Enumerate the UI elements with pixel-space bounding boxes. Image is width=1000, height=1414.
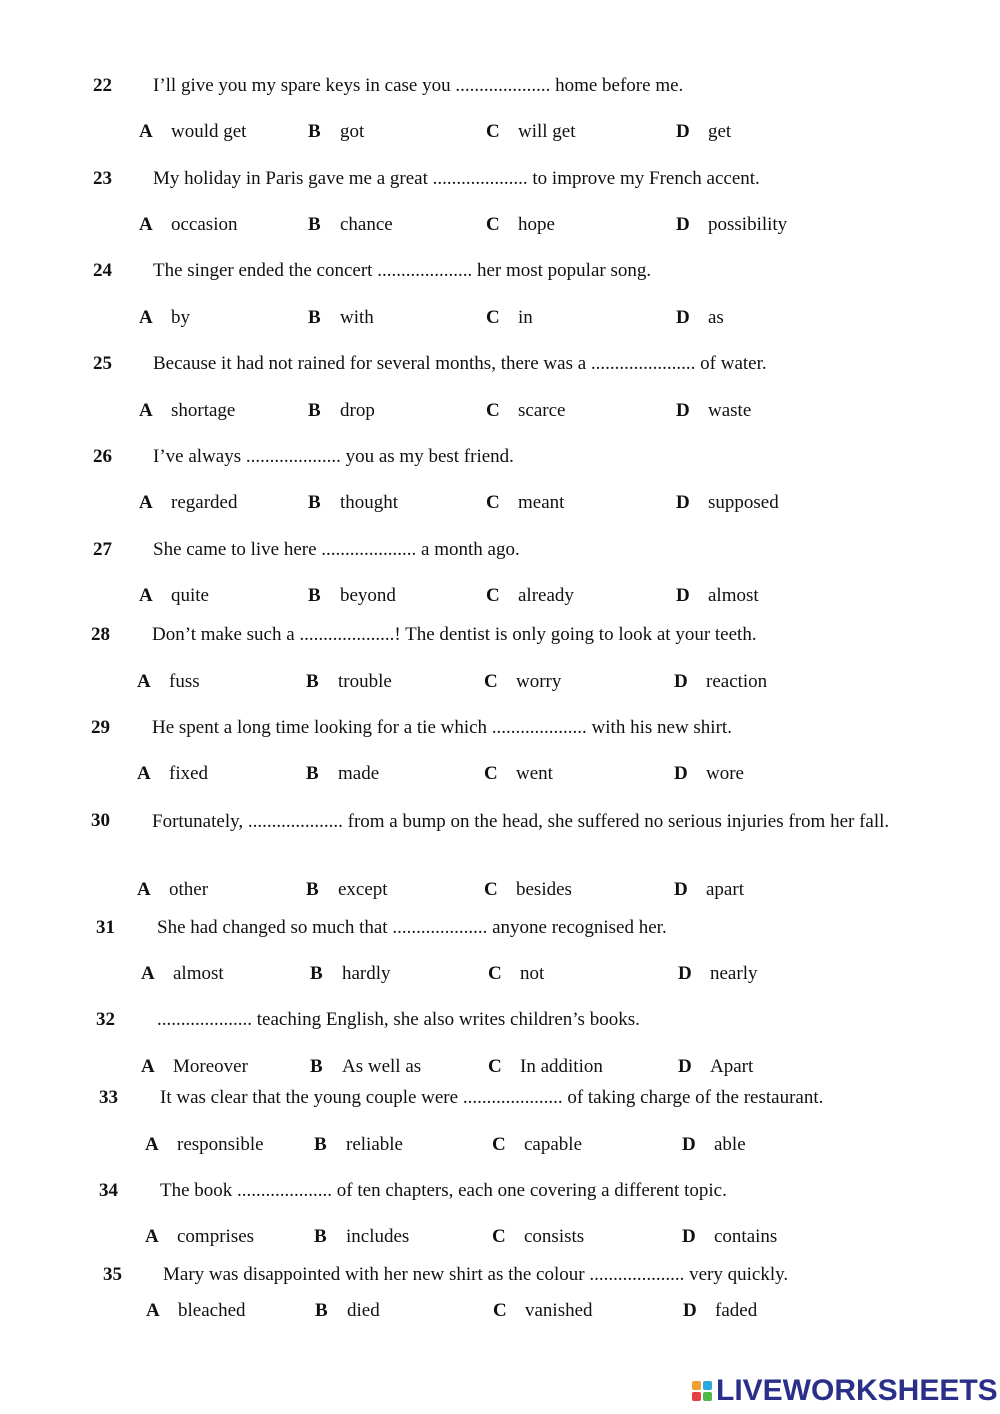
option-word: thought bbox=[340, 492, 399, 513]
option-word: will get bbox=[518, 121, 576, 142]
option-letter: B bbox=[308, 585, 321, 606]
option-word: get bbox=[708, 121, 732, 142]
option-letter: B bbox=[310, 963, 323, 984]
option-d[interactable] bbox=[678, 963, 757, 985]
question-number: 29 bbox=[91, 717, 110, 738]
option-word: In addition bbox=[520, 1056, 603, 1077]
logo-blocks-icon bbox=[692, 1381, 712, 1401]
option-letter: C bbox=[484, 763, 498, 784]
question-number: 25 bbox=[93, 353, 112, 374]
option-letter: B bbox=[306, 671, 319, 692]
option-letter: C bbox=[492, 1134, 506, 1155]
option-word: as bbox=[708, 307, 724, 328]
option-d[interactable] bbox=[674, 763, 744, 785]
option-letter: A bbox=[137, 763, 151, 784]
option-d[interactable] bbox=[678, 1056, 753, 1078]
option-letter: D bbox=[676, 585, 690, 606]
option-a[interactable] bbox=[139, 585, 209, 607]
option-word: besides bbox=[516, 879, 572, 900]
option-b[interactable] bbox=[306, 879, 388, 901]
option-word: not bbox=[520, 963, 545, 984]
option-letter: D bbox=[676, 214, 690, 235]
logo-block bbox=[692, 1381, 701, 1390]
question-number: 23 bbox=[93, 168, 112, 189]
option-word: went bbox=[516, 763, 553, 784]
option-letter: B bbox=[308, 307, 321, 328]
logo-block bbox=[703, 1381, 712, 1390]
option-letter: D bbox=[678, 963, 692, 984]
option-a[interactable] bbox=[139, 214, 237, 236]
question-text: She came to live here .................... a month ago. bbox=[153, 539, 520, 560]
question-text: My holiday in Paris gave me a great .................... to improve my French accent. bbox=[153, 168, 760, 189]
option-letter: C bbox=[488, 963, 502, 984]
option-word: wore bbox=[706, 763, 744, 784]
option-letter: B bbox=[310, 1056, 323, 1077]
option-word: capable bbox=[524, 1134, 583, 1155]
option-a[interactable] bbox=[137, 879, 208, 901]
question-number: 28 bbox=[91, 624, 110, 645]
option-d[interactable] bbox=[682, 1226, 777, 1248]
option-word: almost bbox=[173, 963, 224, 984]
option-b[interactable] bbox=[308, 307, 374, 329]
option-d[interactable] bbox=[676, 307, 724, 329]
option-b[interactable] bbox=[310, 1056, 421, 1078]
option-c[interactable] bbox=[493, 1300, 593, 1322]
option-c[interactable] bbox=[486, 400, 565, 422]
option-word: already bbox=[518, 585, 574, 606]
option-b[interactable] bbox=[314, 1226, 409, 1248]
question-number: 31 bbox=[96, 917, 115, 938]
option-word: trouble bbox=[338, 671, 392, 692]
option-d[interactable] bbox=[676, 214, 787, 236]
option-c[interactable] bbox=[492, 1226, 584, 1248]
option-letter: C bbox=[488, 1056, 502, 1077]
option-letter: A bbox=[141, 1056, 155, 1077]
option-d[interactable] bbox=[676, 400, 751, 422]
question-text: It was clear that the young couple were ..................... of taking charge of the restaurant. bbox=[160, 1087, 824, 1108]
option-letter: D bbox=[674, 671, 688, 692]
question-text: Because it had not rained for several months, there was a ...................... of water. bbox=[153, 353, 767, 374]
option-a[interactable] bbox=[145, 1134, 264, 1156]
option-c[interactable] bbox=[484, 671, 561, 693]
option-b[interactable] bbox=[308, 400, 375, 422]
option-word: in bbox=[518, 307, 533, 328]
option-word: fixed bbox=[169, 763, 209, 784]
option-b[interactable] bbox=[306, 671, 392, 693]
option-b[interactable] bbox=[308, 214, 393, 236]
option-d[interactable] bbox=[676, 121, 731, 143]
option-letter: C bbox=[486, 214, 500, 235]
question-text: The singer ended the concert .................... her most popular song. bbox=[153, 260, 652, 281]
option-a[interactable] bbox=[141, 1056, 248, 1078]
question-number: 33 bbox=[99, 1087, 118, 1108]
option-letter: C bbox=[484, 671, 498, 692]
option-c[interactable] bbox=[486, 492, 564, 514]
question-text: I’ll give you my spare keys in case you .................... home before me. bbox=[153, 75, 684, 96]
question-text: I’ve always .................... you as my best friend. bbox=[153, 446, 514, 467]
option-word: regarded bbox=[171, 492, 238, 513]
question-number: 32 bbox=[96, 1009, 115, 1030]
option-word: occasion bbox=[171, 214, 238, 235]
option-b[interactable] bbox=[314, 1134, 403, 1156]
option-letter: C bbox=[492, 1226, 506, 1247]
option-letter: C bbox=[486, 585, 500, 606]
option-d[interactable] bbox=[676, 585, 759, 607]
option-letter: B bbox=[315, 1300, 328, 1321]
option-b[interactable] bbox=[315, 1300, 380, 1322]
option-word: fuss bbox=[169, 671, 200, 692]
option-word: almost bbox=[708, 585, 759, 606]
option-a[interactable] bbox=[139, 307, 190, 329]
question-number: 22 bbox=[93, 75, 112, 96]
option-b[interactable] bbox=[308, 585, 396, 607]
option-word: beyond bbox=[340, 585, 396, 606]
option-letter: D bbox=[676, 307, 690, 328]
option-c[interactable] bbox=[486, 585, 574, 607]
logo-block bbox=[703, 1392, 712, 1401]
question-number: 24 bbox=[93, 260, 112, 281]
option-word: apart bbox=[706, 879, 744, 900]
option-word: by bbox=[171, 307, 190, 328]
option-letter: C bbox=[486, 400, 500, 421]
option-word: waste bbox=[708, 400, 752, 421]
option-word: got bbox=[340, 121, 365, 142]
option-a[interactable] bbox=[137, 671, 200, 693]
question-number: 34 bbox=[99, 1180, 118, 1201]
option-letter: A bbox=[141, 963, 155, 984]
option-letter: A bbox=[137, 879, 151, 900]
option-letter: D bbox=[676, 121, 690, 142]
option-c[interactable] bbox=[486, 307, 533, 329]
option-word: comprises bbox=[177, 1226, 255, 1247]
option-letter: A bbox=[139, 121, 153, 142]
option-letter: B bbox=[308, 492, 321, 513]
option-d[interactable] bbox=[683, 1300, 757, 1322]
question-text: Mary was disappointed with her new shirt as the colour .................... very quickly. bbox=[163, 1264, 789, 1285]
option-letter: D bbox=[682, 1134, 696, 1155]
option-word: bleached bbox=[178, 1300, 246, 1321]
option-letter: D bbox=[676, 400, 690, 421]
option-word: reaction bbox=[706, 671, 768, 692]
option-a[interactable] bbox=[141, 963, 224, 985]
option-letter: B bbox=[314, 1226, 327, 1247]
option-word: responsible bbox=[177, 1134, 264, 1155]
option-letter: D bbox=[678, 1056, 692, 1077]
option-word: chance bbox=[340, 214, 393, 235]
option-d[interactable] bbox=[674, 671, 767, 693]
option-letter: B bbox=[306, 763, 319, 784]
option-letter: B bbox=[306, 879, 319, 900]
question-number: 35 bbox=[103, 1264, 122, 1285]
option-letter: D bbox=[676, 492, 690, 513]
option-word: died bbox=[347, 1300, 380, 1321]
option-word: possibility bbox=[708, 214, 788, 235]
option-letter: B bbox=[308, 214, 321, 235]
option-letter: C bbox=[486, 121, 500, 142]
option-letter: C bbox=[484, 879, 498, 900]
option-word: scarce bbox=[518, 400, 566, 421]
option-letter: A bbox=[139, 307, 153, 328]
option-word: with bbox=[340, 307, 374, 328]
option-a[interactable] bbox=[145, 1226, 254, 1248]
question-text: He spent a long time looking for a tie which .................... with his new shirt. bbox=[152, 717, 732, 738]
option-word: hope bbox=[518, 214, 555, 235]
option-letter: A bbox=[137, 671, 151, 692]
question-text: Don’t make such a ....................! The dentist is only going to look at your teeth. bbox=[152, 624, 757, 645]
option-c[interactable] bbox=[484, 879, 572, 901]
option-word: worry bbox=[516, 671, 562, 692]
option-b[interactable] bbox=[310, 963, 391, 985]
option-letter: A bbox=[146, 1300, 160, 1321]
option-letter: B bbox=[308, 121, 321, 142]
question-text: Fortunately, .................... from a bump on the head, she suffered no serious injuries from her fall. bbox=[152, 811, 890, 832]
option-word: meant bbox=[518, 492, 565, 513]
question-number: 30 bbox=[91, 810, 110, 831]
option-a[interactable] bbox=[139, 492, 237, 514]
option-a[interactable] bbox=[139, 400, 235, 422]
option-letter: D bbox=[674, 763, 688, 784]
option-letter: A bbox=[139, 400, 153, 421]
option-letter: A bbox=[139, 585, 153, 606]
option-c[interactable] bbox=[486, 121, 576, 143]
option-word: includes bbox=[346, 1226, 410, 1247]
option-word: faded bbox=[715, 1300, 758, 1321]
option-word: reliable bbox=[346, 1134, 403, 1155]
option-b[interactable] bbox=[308, 121, 364, 143]
option-word: nearly bbox=[710, 963, 758, 984]
option-letter: A bbox=[139, 492, 153, 513]
option-letter: D bbox=[674, 879, 688, 900]
question-text: .................... teaching English, she also writes children’s books. bbox=[157, 1009, 640, 1030]
logo-block bbox=[692, 1392, 701, 1401]
option-word: consists bbox=[524, 1226, 585, 1247]
option-a[interactable] bbox=[137, 763, 208, 785]
option-word: made bbox=[338, 763, 380, 784]
option-word: hardly bbox=[342, 963, 391, 984]
option-word: shortage bbox=[171, 400, 236, 421]
option-a[interactable] bbox=[139, 121, 246, 143]
question-text: The book .................... of ten chapters, each one covering a different topic. bbox=[160, 1180, 727, 1201]
option-letter: C bbox=[493, 1300, 507, 1321]
option-word: As well as bbox=[342, 1056, 422, 1077]
option-word: Moreover bbox=[173, 1056, 248, 1077]
question-text: She had changed so much that .................... anyone recognised her. bbox=[157, 917, 667, 938]
option-word: except bbox=[338, 879, 388, 900]
option-d[interactable] bbox=[682, 1134, 746, 1156]
option-word: drop bbox=[340, 400, 375, 421]
liveworksheets-logo bbox=[692, 1374, 998, 1408]
option-word: vanished bbox=[525, 1300, 593, 1321]
option-letter: C bbox=[486, 307, 500, 328]
option-word: contains bbox=[714, 1226, 778, 1247]
option-a[interactable] bbox=[146, 1300, 246, 1322]
option-letter: D bbox=[682, 1226, 696, 1247]
option-word: supposed bbox=[708, 492, 779, 513]
option-letter: B bbox=[308, 400, 321, 421]
option-letter: D bbox=[683, 1300, 697, 1321]
question-number: 26 bbox=[93, 446, 112, 467]
option-b[interactable] bbox=[308, 492, 398, 514]
option-letter: C bbox=[486, 492, 500, 513]
option-letter: A bbox=[145, 1134, 159, 1155]
option-letter: A bbox=[139, 214, 153, 235]
option-c[interactable] bbox=[488, 963, 544, 985]
logo-text: LIVEWORKSHEETS bbox=[716, 1374, 998, 1407]
option-c[interactable] bbox=[492, 1134, 582, 1156]
option-d[interactable] bbox=[674, 879, 744, 901]
option-c[interactable] bbox=[486, 214, 555, 236]
option-letter: A bbox=[145, 1226, 159, 1247]
option-letter: B bbox=[314, 1134, 327, 1155]
option-c[interactable] bbox=[488, 1056, 603, 1078]
option-d[interactable] bbox=[676, 492, 779, 514]
option-b[interactable] bbox=[306, 763, 379, 785]
question-number: 27 bbox=[93, 539, 112, 560]
option-word: other bbox=[169, 879, 209, 900]
option-word: quite bbox=[171, 585, 209, 606]
option-word: able bbox=[714, 1134, 746, 1155]
option-word: would get bbox=[171, 121, 247, 142]
option-c[interactable] bbox=[484, 763, 553, 785]
option-word: Apart bbox=[710, 1056, 754, 1077]
